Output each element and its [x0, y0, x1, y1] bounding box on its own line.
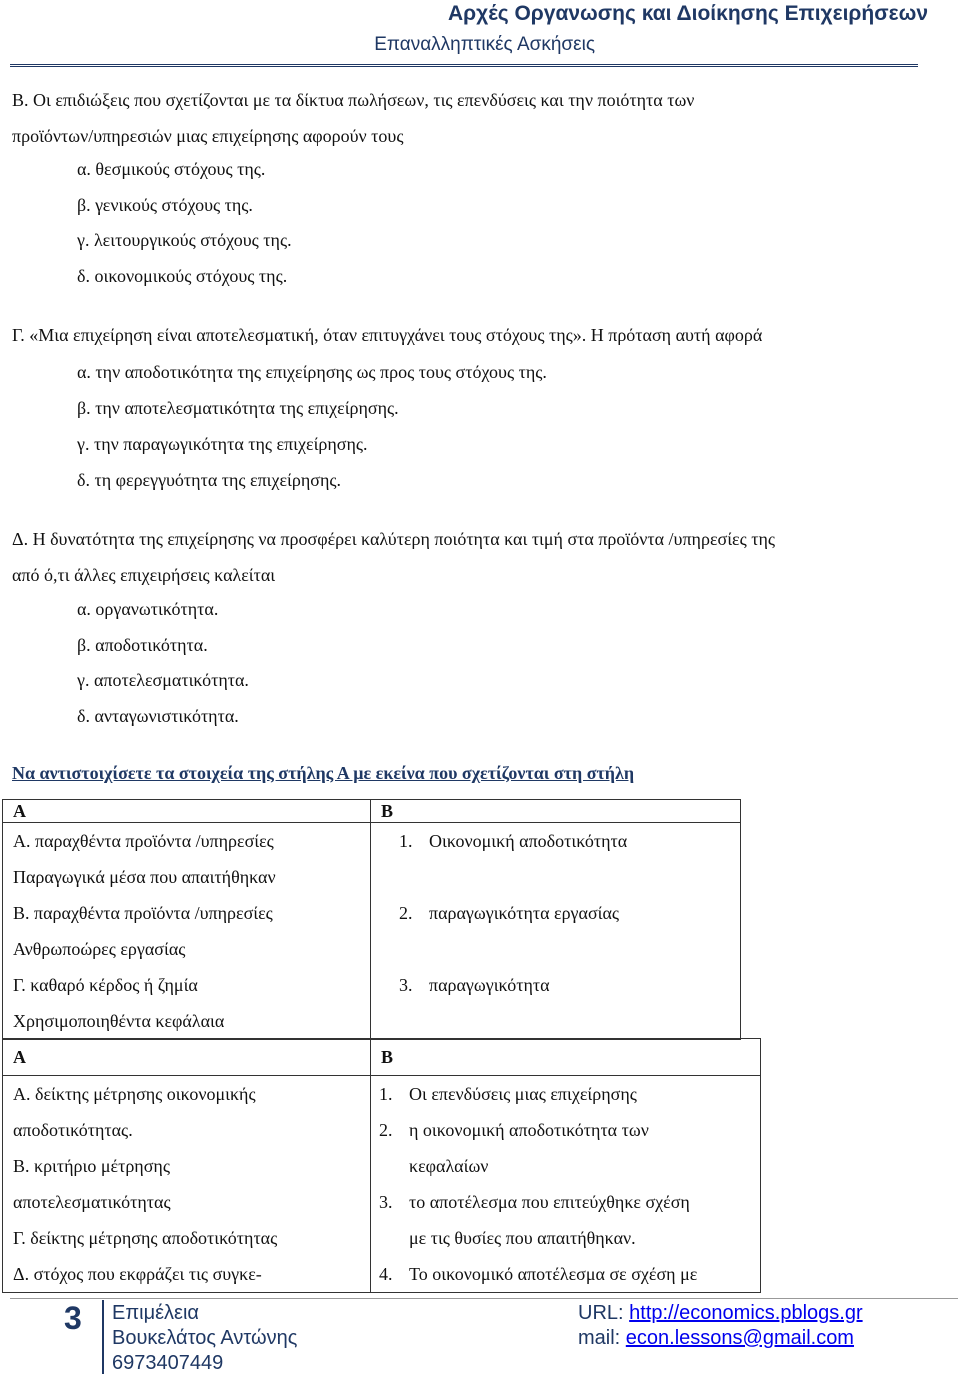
column-a-cell — [3, 823, 371, 1040]
question-b-option-a: α. θεσμικούς στόχους της. — [77, 159, 266, 179]
item-number: 2. — [399, 903, 413, 923]
column-b-header: Β — [371, 1039, 761, 1076]
list-item — [379, 1256, 760, 1292]
list-item — [399, 895, 740, 931]
table-header-row — [3, 1039, 761, 1076]
list-item: Δ. στόχος που εκφράζει τις συγκε- — [13, 1264, 262, 1284]
question-g-option-c: γ. την παραγωγικότητα της επιχείρησης. — [77, 434, 368, 454]
list-item: Β. παραχθέντα προϊόντα /υπηρεσίες — [13, 903, 273, 923]
footer-mail-line — [578, 1326, 854, 1351]
column-b-cell — [371, 823, 741, 1040]
question-b-option-c: γ. λειτουργικούς στόχους της. — [77, 230, 292, 250]
website-link[interactable]: http://economics.pblogs.gr — [629, 1302, 863, 1324]
list-item — [379, 1148, 760, 1184]
question-b-line-1: Β. Οι επιδιώξεις που σχετίζονται με τα δίκτυα πωλήσεων, τις επενδύσεις και την ποιότητα των — [12, 90, 695, 110]
numbered-list — [379, 1076, 760, 1292]
matching-table-2 — [2, 1038, 761, 1293]
item-text: κεφαλαίων — [409, 1156, 489, 1176]
list-item — [399, 823, 740, 859]
question-b-stem — [12, 82, 917, 154]
item-text: Οι επενδύσεις μιας επιχείρησης — [409, 1084, 637, 1104]
question-g-line-1: Γ. «Μια επιχείρηση είναι αποτελεσματική, όταν επιτυγχάνει τους στόχους της». Η πρόταση αυτή αφορά — [12, 325, 763, 345]
list-item: Παραγωγικά μέσα που απαιτήθηκαν — [13, 867, 276, 887]
list-item: Ανθρωποώρες εργασίας — [13, 939, 186, 959]
document-title: Αρχές Οργανωσης και Διοίκησης Επιχειρήσεων — [447, 2, 928, 25]
url-label: URL: — [578, 1302, 624, 1324]
list-item: Γ. δείκτης μέτρησης αποδοτικότητας — [13, 1228, 278, 1248]
table-row — [3, 823, 741, 1040]
column-a-cell — [3, 1076, 371, 1293]
list-item: αποδοτικότητας. — [13, 1120, 133, 1140]
column-a-header: Α — [3, 1039, 371, 1076]
list-item: Α. παραχθέντα προϊόντα /υπηρεσίες — [13, 831, 274, 851]
question-d-line-1: Δ. Η δυνατότητα της επιχείρησης να προσφέρει καλύτερη ποιότητα και τιμή στα προϊόντα /υπηρεσίες της — [12, 529, 776, 549]
footer-phone: 6973407449 — [112, 1352, 224, 1374]
item-number: 3. — [399, 975, 413, 995]
list-item — [379, 1112, 760, 1148]
column-a-header: Α — [3, 800, 371, 823]
item-number: 2. — [379, 1120, 393, 1140]
footer-editor-name: Βουκελάτος Αντώνης — [112, 1327, 298, 1349]
list-item: Β. κριτήριο μέτρησης — [13, 1156, 170, 1176]
list-item: Α. δείκτης μέτρησης οικονομικής — [13, 1084, 256, 1104]
question-g-option-d: δ. τη φερεγγυότητα της επιχείρησης. — [77, 470, 342, 490]
item-text: με τις θυσίες που απαιτήθηκαν. — [409, 1228, 636, 1248]
item-number: 3. — [379, 1192, 393, 1212]
list-item — [399, 859, 740, 895]
email-link[interactable]: econ.lessons@gmail.com — [625, 1327, 854, 1349]
item-text: Οικονομική αποδοτικότητα — [429, 831, 628, 851]
question-d-option-b: β. αποδοτικότητα. — [77, 635, 208, 655]
footer-editor-label: Επιμέλεια — [112, 1302, 199, 1324]
item-text: η οικονομική αποδοτικότητα των — [409, 1120, 649, 1140]
item-text: Το οικονομικό αποτέλεσμα σε σχέση με — [409, 1264, 698, 1284]
matching-instruction: Να αντιστοιχίσετε τα στοιχεία της στήλης Α με εκείνα που σχετίζονται στη στήλη — [12, 763, 635, 783]
matching-table-1 — [2, 799, 741, 1040]
list-item: Χρησιμοποιηθέντα κεφάλαια — [13, 1011, 225, 1031]
numbered-list — [399, 823, 740, 1003]
item-number: 1. — [379, 1084, 393, 1104]
question-d-option-c: γ. αποτελεσματικότητα. — [77, 670, 249, 690]
list-item — [399, 967, 740, 1003]
list-item: αποτελεσματικότητας — [13, 1192, 171, 1212]
list-item — [399, 931, 740, 967]
question-d-option-d: δ. ανταγωνιστικότητα. — [77, 706, 239, 726]
list-item — [379, 1220, 760, 1256]
column-b-cell — [371, 1076, 761, 1293]
header-divider — [10, 64, 918, 67]
item-number: 1. — [399, 831, 413, 851]
question-b-option-b: β. γενικούς στόχους της. — [77, 195, 253, 215]
item-text: παραγωγικότητα — [429, 975, 550, 995]
question-b-line-2: προϊόντων/υπηρεσιών μιας επιχείρησης αφορούν τους — [12, 126, 404, 146]
table-header-row — [3, 800, 741, 823]
footer-url-line — [578, 1301, 863, 1326]
question-d-line-2: από ό,τι άλλες επιχειρήσεις καλείται — [12, 565, 276, 585]
column-b-header: Β — [371, 800, 741, 823]
item-text: το αποτέλεσμα που επιτεύχθηκε σχέση — [409, 1192, 690, 1212]
question-g-stem — [12, 317, 917, 353]
item-number: 4. — [379, 1264, 393, 1284]
mail-label: mail: — [578, 1327, 621, 1349]
page-number: 3 — [64, 1300, 82, 1336]
footer-divider — [10, 1298, 958, 1299]
footer-vertical-rule — [102, 1300, 104, 1374]
list-item — [379, 1184, 760, 1220]
question-d-stem — [12, 521, 917, 593]
question-g-option-a: α. την αποδοτικότητα της επιχείρησης ως προς τους στόχους της. — [77, 362, 547, 382]
question-g-option-b: β. την αποτελεσματικότητα της επιχείρησης. — [77, 398, 399, 418]
item-text: παραγωγικότητα εργασίας — [429, 903, 620, 923]
list-item — [379, 1076, 760, 1112]
list-item: Γ. καθαρό κέρδος ή ζημία — [13, 975, 198, 995]
question-d-option-a: α. οργανωτικότητα. — [77, 599, 219, 619]
question-b-option-d: δ. οικονομικούς στόχους της. — [77, 266, 288, 286]
table-row — [3, 1076, 761, 1293]
document-subtitle: Επαναλληπτικές Ασκήσεις — [374, 34, 595, 55]
